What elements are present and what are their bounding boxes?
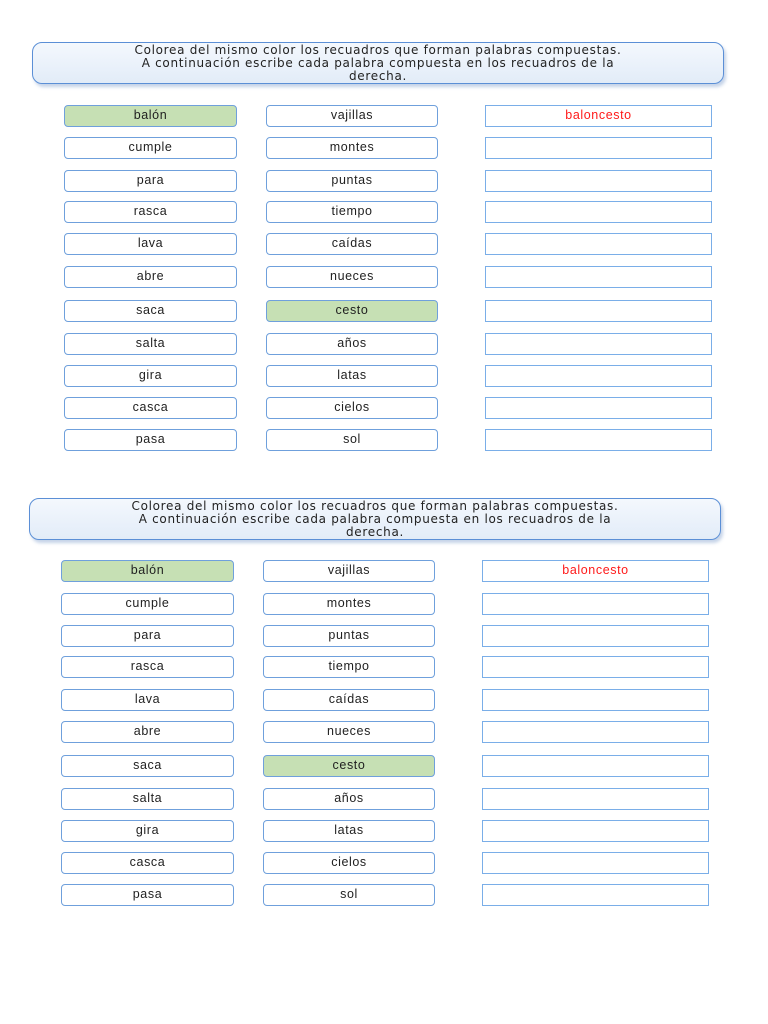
instructions-line-1: Colorea del mismo color los recuadros que forman palabras compuestas. <box>131 499 619 513</box>
answer-field[interactable] <box>485 201 712 223</box>
word-row <box>0 852 765 874</box>
word-box-second[interactable]: puntas <box>266 170 438 192</box>
answer-field[interactable] <box>482 820 709 842</box>
word-row <box>0 365 768 387</box>
answer-field[interactable] <box>485 233 712 255</box>
word-box-second[interactable]: tiempo <box>263 656 435 678</box>
word-row <box>0 656 765 678</box>
word-box-first[interactable]: lava <box>64 233 237 255</box>
word-row <box>0 689 765 711</box>
answer-field[interactable] <box>482 788 709 810</box>
word-box-first[interactable]: rasca <box>64 201 237 223</box>
word-box-second[interactable]: sol <box>266 429 438 451</box>
word-box-second[interactable]: montes <box>266 137 438 159</box>
word-row <box>0 266 768 288</box>
answer-field[interactable] <box>485 300 712 322</box>
answer-field[interactable] <box>482 656 709 678</box>
word-box-second[interactable]: años <box>263 788 435 810</box>
word-box-second[interactable]: sol <box>263 884 435 906</box>
answer-field[interactable] <box>485 170 712 192</box>
word-box-second[interactable]: vajillas <box>266 105 438 127</box>
answer-field[interactable] <box>485 333 712 355</box>
word-box-first[interactable]: pasa <box>61 884 234 906</box>
word-box-second[interactable]: montes <box>263 593 435 615</box>
answer-field[interactable] <box>482 884 709 906</box>
word-box-first[interactable]: gira <box>64 365 237 387</box>
word-row <box>0 137 768 159</box>
word-row <box>0 755 765 777</box>
word-box-first[interactable]: saca <box>61 755 234 777</box>
word-row <box>0 105 768 127</box>
word-row <box>0 300 768 322</box>
word-box-first[interactable]: pasa <box>64 429 237 451</box>
word-box-first[interactable]: rasca <box>61 656 234 678</box>
instructions-line-1: Colorea del mismo color los recuadros que forman palabras compuestas. <box>134 43 622 57</box>
word-row <box>0 560 765 582</box>
word-row <box>0 820 765 842</box>
answer-field[interactable] <box>485 365 712 387</box>
word-row <box>0 884 765 906</box>
answer-field[interactable] <box>482 593 709 615</box>
word-box-first[interactable]: cumple <box>61 593 234 615</box>
word-box-second[interactable]: nueces <box>263 721 435 743</box>
instructions-box <box>32 42 724 84</box>
word-row <box>0 201 768 223</box>
word-row <box>0 233 768 255</box>
word-row <box>0 788 765 810</box>
word-box-second[interactable]: latas <box>263 820 435 842</box>
word-box-second[interactable]: cesto <box>263 755 435 777</box>
word-box-first[interactable]: saca <box>64 300 237 322</box>
word-row <box>0 593 765 615</box>
word-row <box>0 721 765 743</box>
word-box-second[interactable]: caídas <box>263 689 435 711</box>
word-box-first[interactable]: lava <box>61 689 234 711</box>
answer-field[interactable] <box>482 721 709 743</box>
word-box-first[interactable]: salta <box>61 788 234 810</box>
answer-field[interactable] <box>485 429 712 451</box>
word-row <box>0 333 768 355</box>
word-box-first[interactable]: balón <box>64 105 237 127</box>
word-box-first[interactable]: salta <box>64 333 237 355</box>
word-box-second[interactable]: años <box>266 333 438 355</box>
word-box-first[interactable]: gira <box>61 820 234 842</box>
instructions-box <box>29 498 721 540</box>
instructions-line-2: A continuación escribe cada palabra compuesta en los recuadros de la <box>138 512 612 526</box>
word-row <box>0 170 768 192</box>
answer-field[interactable]: baloncesto <box>482 560 709 582</box>
answer-field[interactable] <box>482 852 709 874</box>
instructions-line-3: derecha. <box>348 69 408 83</box>
word-box-first[interactable]: abre <box>64 266 237 288</box>
word-box-second[interactable]: puntas <box>263 625 435 647</box>
word-box-first[interactable]: para <box>64 170 237 192</box>
word-box-second[interactable]: nueces <box>266 266 438 288</box>
word-box-second[interactable]: cielos <box>263 852 435 874</box>
word-row <box>0 625 765 647</box>
word-box-second[interactable]: latas <box>266 365 438 387</box>
answer-field[interactable] <box>485 266 712 288</box>
word-box-first[interactable]: balón <box>61 560 234 582</box>
word-box-first[interactable]: cumple <box>64 137 237 159</box>
answer-field[interactable] <box>485 137 712 159</box>
word-box-first[interactable]: para <box>61 625 234 647</box>
instructions-line-2: A continuación escribe cada palabra compuesta en los recuadros de la <box>141 56 615 70</box>
word-box-second[interactable]: vajillas <box>263 560 435 582</box>
word-box-second[interactable]: cesto <box>266 300 438 322</box>
answer-field[interactable] <box>482 755 709 777</box>
word-box-second[interactable]: caídas <box>266 233 438 255</box>
answer-field[interactable] <box>482 625 709 647</box>
instructions-line-3: derecha. <box>345 525 405 539</box>
word-box-first[interactable]: casca <box>61 852 234 874</box>
word-row <box>0 397 768 419</box>
word-box-first[interactable]: abre <box>61 721 234 743</box>
word-box-first[interactable]: casca <box>64 397 237 419</box>
answer-field[interactable] <box>485 397 712 419</box>
word-box-second[interactable]: tiempo <box>266 201 438 223</box>
word-box-second[interactable]: cielos <box>266 397 438 419</box>
word-row <box>0 429 768 451</box>
answer-field[interactable] <box>482 689 709 711</box>
answer-field[interactable]: baloncesto <box>485 105 712 127</box>
